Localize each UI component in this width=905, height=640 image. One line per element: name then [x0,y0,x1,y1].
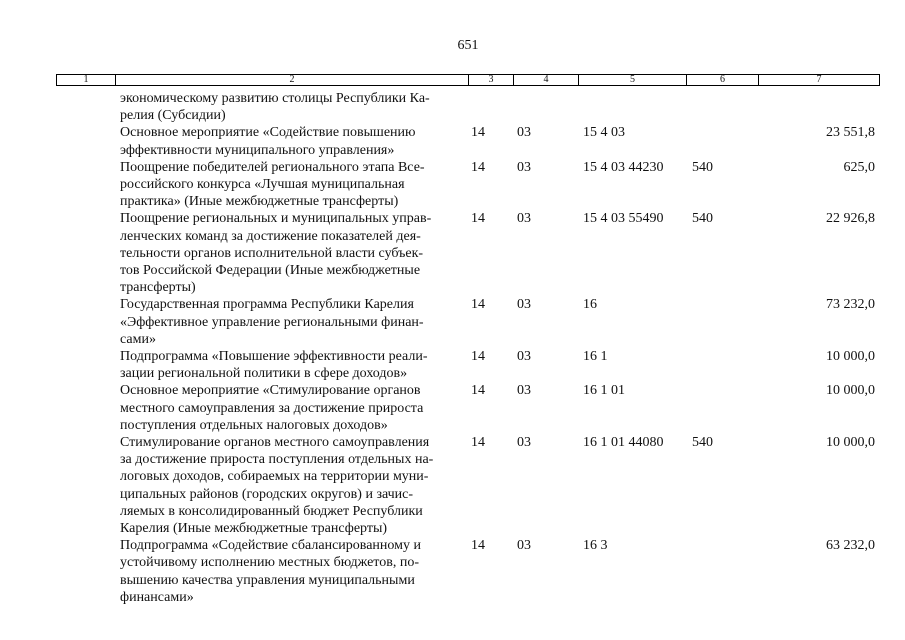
subsection-code: 03 [517,434,531,450]
description-line: поступления отдельных налоговых доходов» [120,417,388,433]
description-line: Основное мероприятие «Стимулирование органов [120,383,421,399]
subsection-code: 03 [517,125,531,141]
amount: 73 232,0 [826,297,875,313]
description-line: тельности органов исполнительной власти субъек- [120,245,424,261]
subsection-code: 03 [517,159,531,175]
description-line: Поощрение победителей регионального этапа Все- [120,159,425,175]
description-line: Стимулирование органов местного самоуправления [120,434,430,450]
section-code: 14 [471,348,485,364]
table-row [0,296,905,348]
row-description [120,296,462,348]
description-line: Основное мероприятие «Содействие повышению [120,125,416,141]
header-col-4: 4 [514,75,579,85]
section-code: 14 [471,434,485,450]
description-line: трансферты) [120,280,196,296]
description-line: логовых доходов, собираемых на территории муни- [120,469,429,485]
row-description [120,210,462,296]
header-col-7: 7 [816,74,822,85]
description-line: релия (Субсидии) [120,108,226,124]
description-line: Поощрение региональных и муниципальных управ- [120,211,432,227]
subsection-code: 03 [517,348,531,364]
description-line: зации региональной политики в сфере доходов» [120,366,408,382]
target-article-code: 16 3 [583,538,608,554]
page-number: 651 [457,38,479,53]
target-article-code: 16 [583,297,597,313]
description-line: российского конкурса «Лучшая муниципальная [120,176,405,192]
subsection-code: 03 [517,538,531,554]
description-line: эффективности муниципального управления» [120,142,395,158]
description-line: местного самоуправления за достижение прироста [120,400,424,416]
row-description [120,382,462,434]
section-code: 14 [471,125,485,141]
amount: 23 551,8 [826,125,875,141]
description-line: ленческих команд за достижение показателей дея- [120,228,421,244]
table-row [0,210,905,296]
table-row [0,159,905,211]
amount: 10 000,0 [826,383,875,399]
table-row [0,90,905,124]
table-row [0,124,905,158]
description-line: практика» (Иные межбюджетные трансферты) [120,194,399,210]
amount: 22 926,8 [826,211,875,227]
amount: 10 000,0 [826,348,875,364]
row-description [120,348,462,382]
table-row [0,348,905,382]
target-article-code: 16 1 01 [583,383,625,399]
table-header [56,74,880,86]
target-article-code: 16 1 01 44080 [583,434,664,450]
row-description [120,90,462,124]
section-code: 14 [471,538,485,554]
description-line: финансами» [120,589,194,605]
description-line: Карелия (Иные межбюджетные трансферты) [120,520,388,536]
description-line: тов Российской Федерации (Иные межбюджетные [120,262,421,278]
section-code: 14 [471,211,485,227]
amount: 625,0 [843,159,875,175]
target-article-code: 15 4 03 55490 [583,211,664,227]
table-row [0,382,905,434]
header-col-3: 3 [469,75,514,85]
target-article-code: 15 4 03 [583,125,625,141]
amount: 63 232,0 [826,538,875,554]
expense-type-code: 540 [692,159,713,175]
amount: 10 000,0 [826,434,875,450]
description-line: ляемых в консолидированный бюджет Республики [120,503,423,519]
description-line: сами» [120,331,156,347]
row-description [120,159,462,211]
header-col-1: 1 [57,75,116,85]
subsection-code: 03 [517,383,531,399]
row-description [120,434,462,537]
header-col-6: 6 [687,75,759,85]
subsection-code: 03 [517,297,531,313]
header-col-2: 2 [116,75,469,85]
section-code: 14 [471,383,485,399]
description-line: ципальных районов (городских округов) и зачис- [120,486,414,502]
description-line: вышению качества управления муниципальными [120,572,415,588]
description-line: устойчивому исполнению местных бюджетов, по- [120,555,419,571]
subsection-code: 03 [517,211,531,227]
description-line: Подпрограмма «Повышение эффективности реали- [120,348,428,364]
description-line: экономическому развитию столицы Республики Ка- [120,91,430,106]
description-line: за достижение прироста поступления отдельных на- [120,452,434,468]
table-row [0,434,905,537]
description-line: «Эффективное управление региональными финан- [120,314,424,330]
header-col-5: 5 [579,75,687,85]
description-line: Подпрограмма «Содействие сбалансированному и [120,538,421,554]
description-line: Государственная программа Республики Карелия [120,297,414,313]
section-code: 14 [471,297,485,313]
table-body [0,90,905,606]
row-description [120,537,462,606]
row-description [120,124,462,158]
expense-type-code: 540 [692,211,713,227]
target-article-code: 15 4 03 44230 [583,159,664,175]
section-code: 14 [471,159,485,175]
expense-type-code: 540 [692,434,713,450]
target-article-code: 16 1 [583,348,608,364]
table-row [0,537,905,606]
